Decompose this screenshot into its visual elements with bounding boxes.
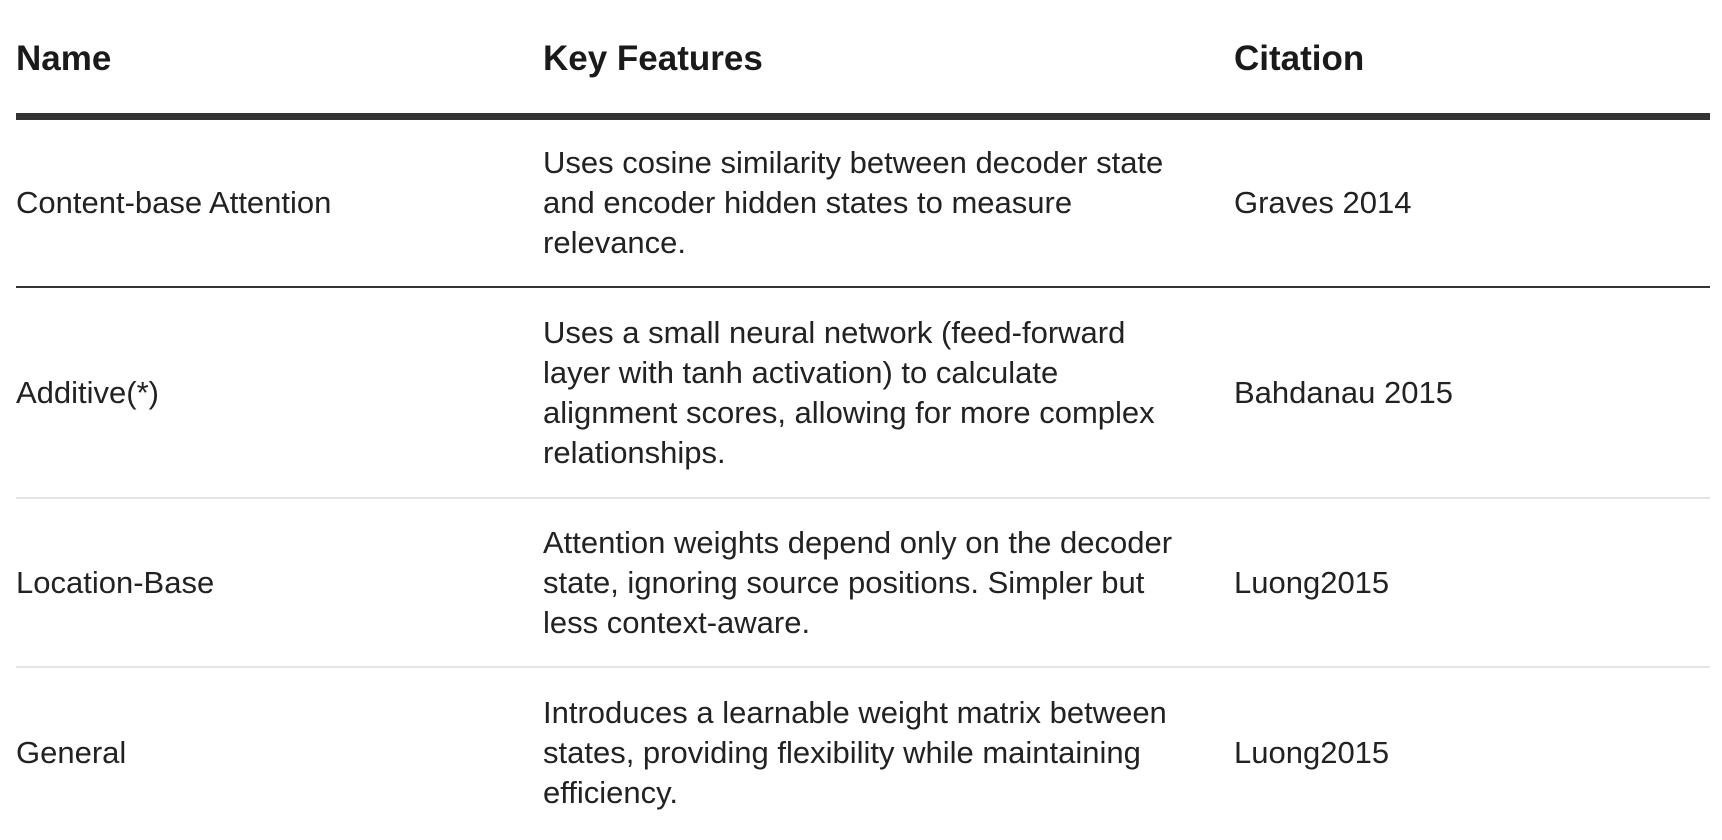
header-row — [16, 0, 1710, 116]
header-name: Name — [16, 0, 543, 116]
row-features-cell: Uses cosine similarity between decoder state and encoder hidden states to measure relevance. — [543, 116, 1234, 287]
row-name-cell: General — [16, 735, 127, 770]
attention-methods-table — [16, 0, 1710, 838]
table-header — [16, 0, 1710, 116]
attention-methods-table-container — [16, 0, 1710, 838]
row-features-cell: Uses a small neural network (feed-forward layer with tanh activation) to calculate alignment scores, allowing for more complex relationships. — [543, 287, 1234, 498]
header-key-features: Key Features — [543, 0, 1234, 116]
row-citation-cell: Bahdanau 2015 — [1234, 287, 1710, 498]
table-row — [16, 498, 1710, 667]
row-citation-cell: Luong2015 — [1234, 735, 1390, 770]
row-features-cell: Attention weights depend only on the decoder state, ignoring source positions. Simpler but less context-aware. — [543, 498, 1234, 667]
table-row — [16, 116, 1710, 287]
row-name-cell: Additive(*) — [16, 287, 543, 498]
row-citation-cell: Graves 2014 — [1234, 116, 1710, 287]
row-name-cell: Content-base Attention — [16, 116, 543, 287]
table-row — [16, 287, 1710, 498]
row-features-cell: Introduces a learnable weight matrix between states, providing flexibility while maintaining efficiency. — [543, 695, 1167, 810]
header-citation: Citation — [1234, 0, 1710, 116]
row-citation-cell: Luong2015 — [1234, 498, 1710, 667]
table-row — [16, 667, 1710, 838]
row-name-cell: Location-Base — [16, 498, 543, 667]
table-body — [16, 116, 1710, 838]
